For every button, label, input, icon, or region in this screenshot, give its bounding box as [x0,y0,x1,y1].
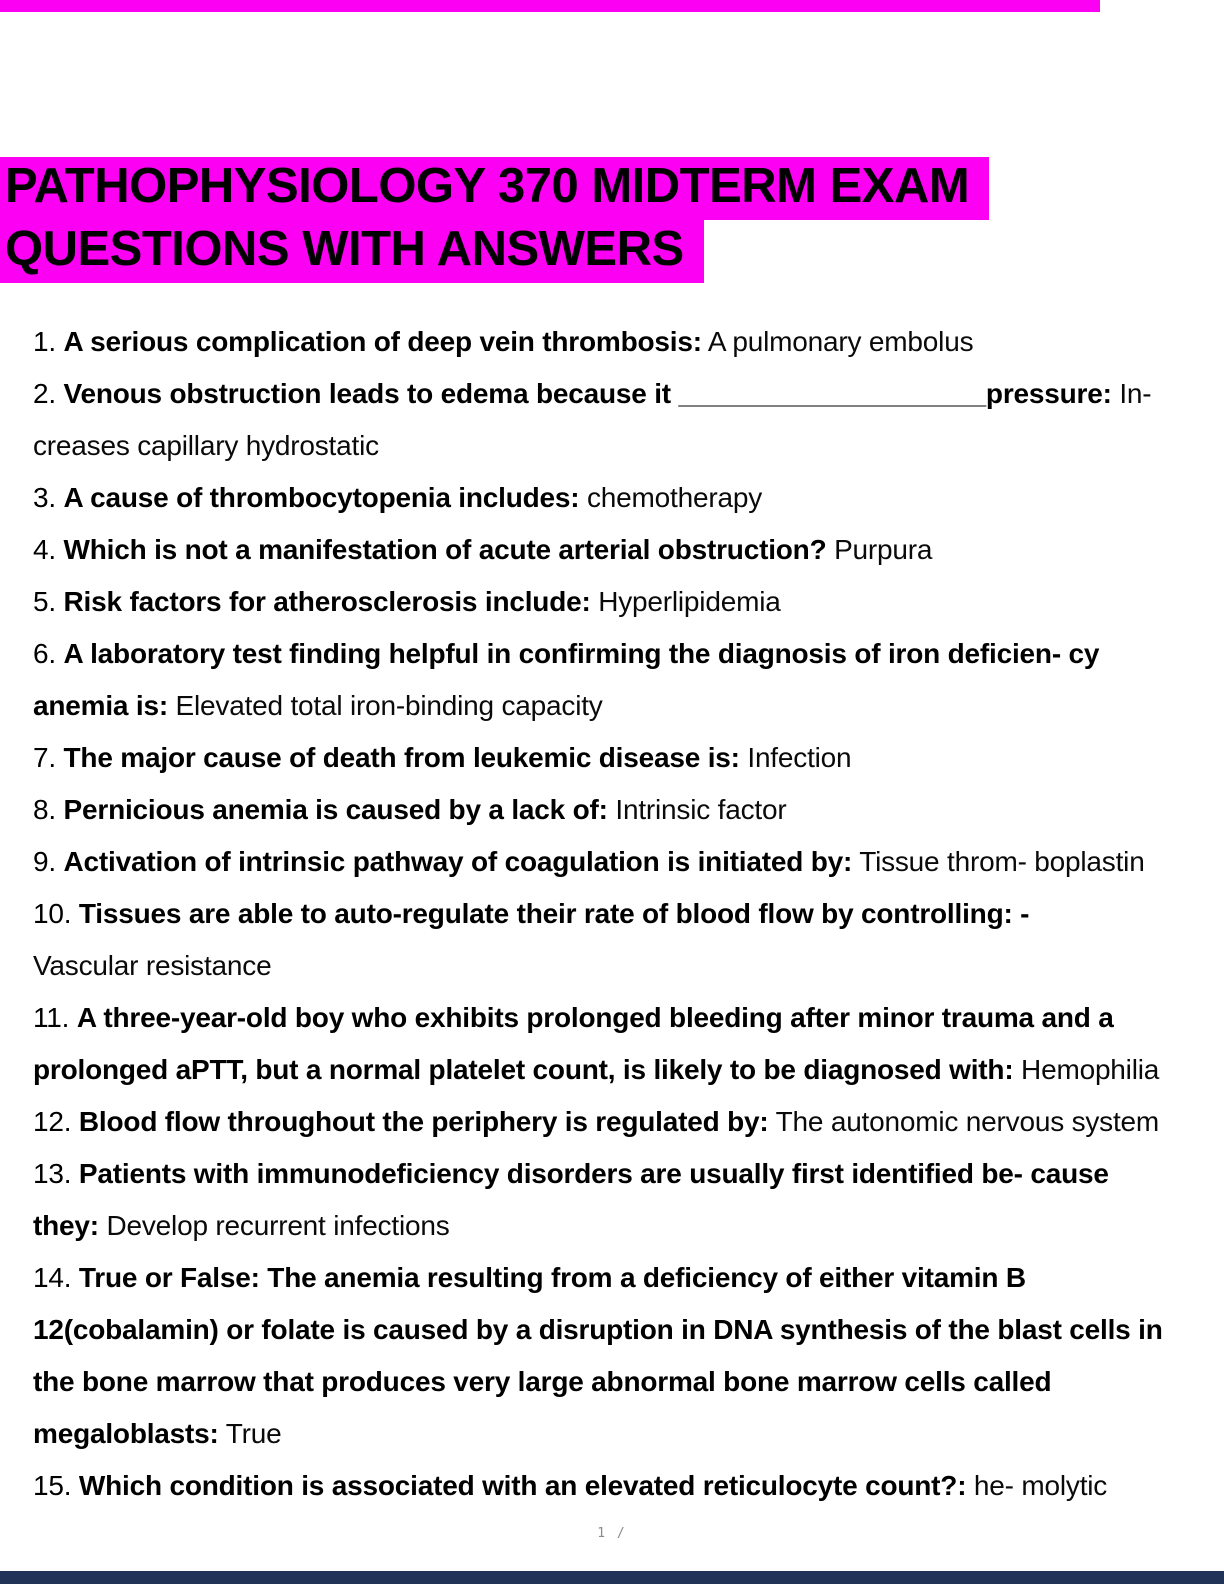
answer-text: Elevated total iron-binding capacity [167,690,603,721]
question-text: Patients with immunodeficiency disorders are usually first identified be- cause [78,1158,1109,1189]
question-text: the bone marrow that produces very large abnormal bone marrow cells called [33,1366,1052,1397]
question-number: 11. [33,1002,77,1033]
question-line [33,368,1206,420]
question-line [33,1252,1206,1304]
question-text: 12(cobalamin) or folate is caused by a disruption in DNA synthesis of the blast cells in [33,1314,1163,1345]
answer-text: Purpura [826,534,933,565]
question-line [33,1044,1206,1096]
answer-text: Hyperlipidemia [590,586,781,617]
question-text: A laboratory test finding helpful in confirming the diagnosis of iron deficien- cy [63,638,1100,669]
question-number: 13. [33,1158,79,1189]
question-text: Which is not a manifestation of acute arterial obstruction? [63,534,827,565]
question-item [33,576,1206,628]
question-line [33,888,1206,940]
question-item [33,1460,1206,1512]
title-line-1: PATHOPHYSIOLOGY 370 MIDTERM EXAM [0,157,989,220]
top-edge-bar [0,0,1100,12]
question-number: 15. [33,1470,79,1501]
question-line [33,784,1206,836]
question-line [33,1408,1206,1460]
question-item [33,524,1206,576]
page-number: 1 / [597,1526,627,1541]
answer-text: Tissue throm- boplastin [852,846,1145,877]
question-text: A serious complication of deep vein thrombosis: [63,326,702,357]
question-line [33,940,1206,992]
answer-text: A pulmonary embolus [701,326,974,357]
question-text: Blood flow throughout the periphery is regulated by: [78,1106,769,1137]
question-text: The major cause of death from leukemic disease is: [63,742,740,773]
question-text: A cause of thrombocytopenia includes: [63,482,580,513]
question-number: 5. [33,586,64,617]
question-number: 8. [33,794,64,825]
question-line [33,732,1206,784]
answer-text: True [218,1418,282,1449]
question-item [33,888,1206,992]
question-number: 10. [33,898,79,929]
question-item [33,628,1206,732]
question-line [33,316,1206,368]
answer-text: Hemophilia [1013,1054,1160,1085]
document-title [0,155,1224,281]
question-text: Activation of intrinsic pathway of coagulation is initiated by: [63,846,853,877]
answer-text: The autonomic nervous system [768,1106,1160,1137]
question-item [33,836,1206,888]
question-line [33,680,1206,732]
question-text: A three-year-old boy who exhibits prolonged bleeding after minor trauma and a [76,1002,1114,1033]
question-text: anemia is: [33,690,168,721]
question-line [33,992,1206,1044]
question-text: Tissues are able to auto-regulate their rate of blood flow by controlling: - [78,898,1030,929]
title-block [0,155,1224,281]
question-number: 7. [33,742,64,773]
question-number: 14. [33,1262,79,1293]
question-text: Venous obstruction leads to edema because it ____________________pressure: [63,378,1112,409]
question-line [33,576,1206,628]
answer-text: In- [1111,378,1152,409]
question-text: they: [33,1210,99,1241]
question-text: True or False: The anemia resulting from a deficiency of either vitamin B [78,1262,1026,1293]
question-item [33,316,1206,368]
answer-text: Intrinsic factor [607,794,787,825]
question-item [33,1096,1206,1148]
question-line [33,472,1206,524]
title-line-2: QUESTIONS WITH ANSWERS [0,220,704,283]
bottom-edge-bar [0,1571,1224,1584]
question-line [33,836,1206,888]
answer-text: Develop recurrent infections [98,1210,450,1241]
answer-text: chemotherapy [579,482,763,513]
question-number: 12. [33,1106,79,1137]
question-text: Risk factors for atherosclerosis include: [63,586,591,617]
question-line [33,1460,1206,1512]
question-item [33,368,1206,472]
question-line [33,524,1206,576]
question-text: Pernicious anemia is caused by a lack of: [63,794,608,825]
question-item [33,784,1206,836]
question-number: 4. [33,534,64,565]
answer-text: Infection [739,742,852,773]
answer-text: Vascular resistance [33,950,272,981]
question-number: 9. [33,846,64,877]
question-line [33,1200,1206,1252]
question-line [33,1096,1206,1148]
question-line [33,1148,1206,1200]
question-item [33,992,1206,1096]
question-number: 2. [33,378,64,409]
question-item [33,472,1206,524]
question-list [33,316,1206,1512]
question-number: 6. [33,638,64,669]
question-line [33,1304,1206,1356]
answer-text: creases capillary hydrostatic [33,430,379,461]
question-line [33,1356,1206,1408]
question-item [33,732,1206,784]
answer-text: he- molytic [966,1470,1108,1501]
question-line [33,420,1206,472]
question-line [33,628,1206,680]
page-footer [0,1524,1224,1542]
question-item [33,1252,1206,1460]
question-item [33,1148,1206,1252]
question-number: 1. [33,326,64,357]
question-number: 3. [33,482,64,513]
question-text: megaloblasts: [33,1418,219,1449]
question-text: Which condition is associated with an elevated reticulocyte count?: [78,1470,967,1501]
question-text: prolonged aPTT, but a normal platelet count, is likely to be diagnosed with: [33,1054,1014,1085]
